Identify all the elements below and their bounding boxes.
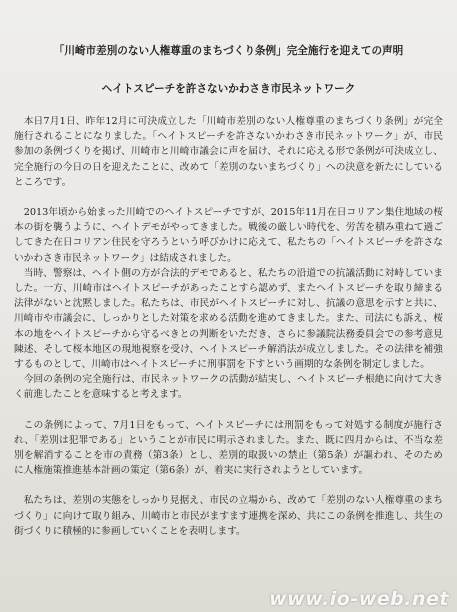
paragraph-history: 当時、警察は、ヘイト側の方が合法的デモであると、私たちの沿道での抗議活動に対峙していました。一方、川崎市はヘイトスピーチがあったことすら認めず、またヘイトスピーチを取り締まる法律がないと沈黙しました。私たちは、市民がヘイトスピーチに対し、抗議の意思を示すと共に、川崎市や市議会に、しっかりとした対策を求める活動を進めてきました。また、司法にも訴え、桜本の地をヘイトスピーチから守るべきとの判断をいただき、さらに参議院法務委員会での参考意見陳述、そして桜本地区の現地視察を受け、ヘイトスピーチ解消法が成立しました。その法律を補強するものとして、川崎市はヘイトスピーチに刑事罰を下すという画期的な条例を制定しました。: [14, 267, 443, 371]
paragraph-significance: 今回の条例の完全施行は、市民ネットワークの活動が結実し、ヘイトスピーチ根絶に向けて大きく前進したことを意味すると考えます。: [14, 374, 443, 401]
paragraph-commitment: 私たちは、差別の実態をしっかり見据え、市民の立場から、改めて「差別のない人権尊重のまちづくり」に向けて取り組み、川崎市と市民がますます連携を深め、共にこの条例を推進し、共生の街づくりに積極的に参画していくことを表明します。: [14, 495, 443, 537]
paragraph-effect: この条例によって、7月1日をもって、ヘイトスピーチには刑罰をもって対処する制度が施行され、「差別は犯罪である」ということが市民に明示されました。また、既に四月からは、不当な差別を解消することを市の責務（第3条）とし、差別的取扱いの禁止（第5条）が謳われ、そのために人権施策推進基本計画の策定（第6条）が、着実に実行されようとしています。: [14, 419, 443, 477]
document-subtitle: ヘイトスピーチを許さないかわさき市民ネットワーク: [101, 83, 356, 95]
document-title: 「川崎市差別のない人権尊重のまちづくり条例」完全施行を迎えての声明: [53, 45, 404, 57]
document-body: [14, 114, 443, 539]
paragraph-background: 2013年頃から始まった川崎でのヘイトスピーチですが、2015年11月在日コリアン集住地域の桜本の街を襲うように、ヘイトデモがやってきました。戦後の厳しい時代を、労苦を積み重ねて過ごしてきた在日コリアン住民を守ろうという呼びかけに応えて、私たちの「ヘイトスピーチを許さないかわさき市民ネットワーク」は結成されました。: [14, 207, 443, 264]
paragraph-intro: 本日7月1日、昨年12月に可決成立した「川崎市差別のない人権尊重のまちづくり条例」が完全施行されることになりました。「ヘイトスピーチを許さないかわさき市民ネットワーク」が、市民参加の条例づくりを掲げ、川崎市と川崎市議会に声を届け、それに応える形で条例が可決成立し、完全施行の今日の日を迎えたことに、改めて「差別のないまちづくり」への決意を新たにしているところです。: [14, 116, 443, 188]
site-watermark: www.io-web.net: [269, 588, 449, 610]
